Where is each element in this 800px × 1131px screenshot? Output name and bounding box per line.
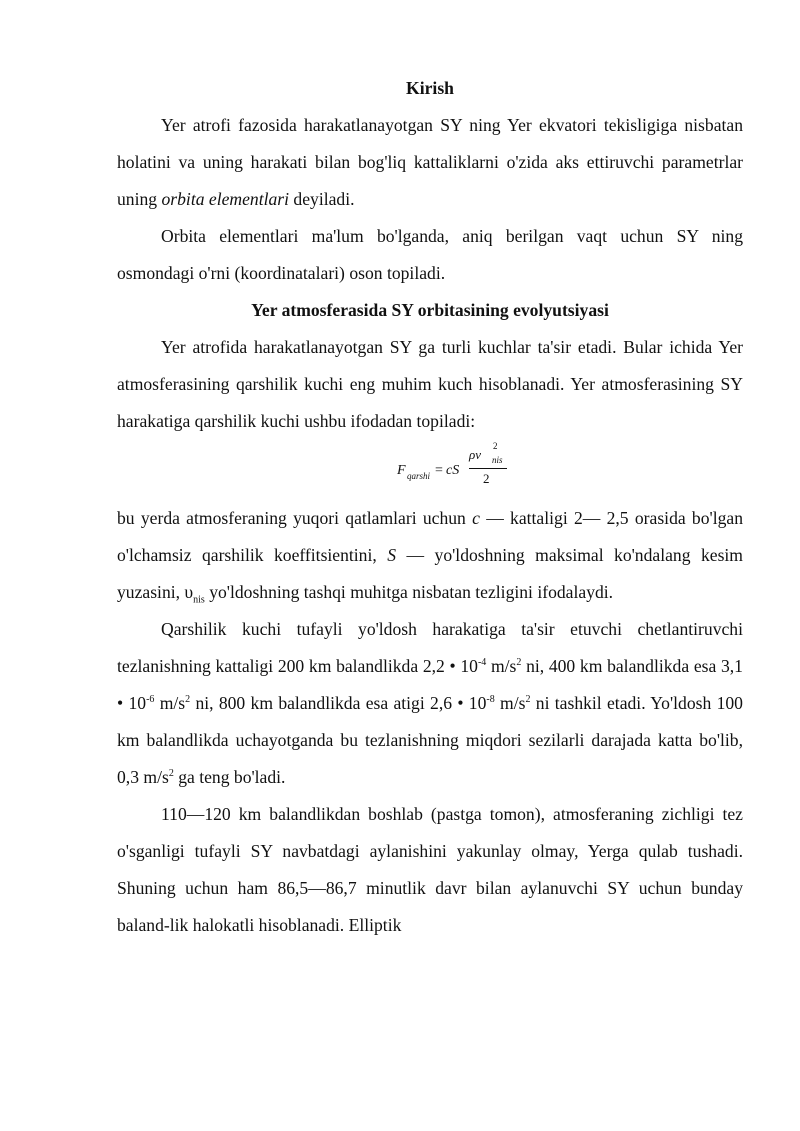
section-paragraph-4: 110—120 km balandlikdan boshlab (pastga tomon), atmosferaning zichligi tez o'sganligi tufayli SY navbatdagi aylanishini yakunlay olmay, Yerga qulab tushadi. Shuning uchun ham 86,5—86,7 minutlik davr bilan aylanuvchi SY uchun bunday baland-lik halokatli hisoblanadi. Elliptik bbox=[117, 804, 743, 935]
intro-paragraph-2: Orbita elementlari ma'lum bo'lganda, aniq berilgan vaqt uchun SY ning osmondagi o'rni (koordinatalari) oson topiladi. bbox=[117, 226, 743, 283]
section-title: Yer atmosferasida SY orbitasining evolyutsiyasi bbox=[251, 300, 609, 320]
exponent: 2 bbox=[525, 694, 531, 705]
formula-subscript: qarshi bbox=[407, 471, 431, 481]
section-paragraph-3 bbox=[117, 611, 743, 796]
exponent: 2 bbox=[516, 657, 522, 668]
text: bu yerda atmosferaning yuqori qatlamlari uchun bbox=[117, 508, 473, 528]
exponent: 2 bbox=[168, 768, 174, 779]
text: m/s bbox=[494, 693, 526, 713]
exponent: -8 bbox=[486, 694, 495, 705]
text: ni tashkil etadi. Yo'ldosh 100 km balandlikda uchayotganda bu tezlanishning miqdori sezilarli darajada katta bo'lib, 0,3 m/s bbox=[117, 693, 743, 787]
section-paragraph-2 bbox=[117, 500, 743, 611]
page-title: Kirish bbox=[406, 78, 454, 98]
drag-force-formula bbox=[117, 440, 743, 500]
text: ni, 800 km balandlikda esa atigi 2,6 • 10 bbox=[190, 693, 487, 713]
exponent: -6 bbox=[146, 694, 155, 705]
text: ga teng bo'ladi. bbox=[173, 767, 286, 787]
text: — yo'ldoshning maksimal ko'ndalang kesim yuzasini, υ bbox=[117, 545, 743, 602]
symbol-S: S bbox=[387, 545, 397, 565]
text: — kattaligi 2— 2,5 orasida bo'lgan o'lchamsiz qarshilik koeffitsientini, bbox=[117, 508, 743, 565]
section-paragraph-1: Yer atrofida harakatlanayotgan SY ga turli kuchlar ta'sir etadi. Bular ichida Yer atmosferasining qarshilik kuchi eng muhim kuch hisoblanadi. Yer atmosferasining SY harakatiga qarshilik kuchi ushbu ifodadan topiladi: bbox=[117, 337, 743, 431]
intro-text-end: deyiladi. bbox=[289, 189, 355, 209]
text: ni, 400 km balandlikda esa 3,1 • 10 bbox=[117, 656, 743, 713]
subscript-nis: nis bbox=[193, 594, 205, 606]
formula-F: F bbox=[397, 463, 406, 478]
text: yo'ldoshning tashqi muhitga nisbatan tezligini ifodalaydi. bbox=[204, 582, 614, 602]
formula-equals: = bbox=[435, 463, 443, 478]
symbol-c: c bbox=[472, 508, 480, 528]
intro-paragraph-1 bbox=[117, 107, 743, 218]
text: Qarshilik kuchi tufayli yo'ldosh harakatiga ta'sir etuvchi chetlantiruvchi tezlanishning kattaligi 200 km balandlikda 2,2 • 10 bbox=[117, 619, 743, 676]
formula-numerator: ρv bbox=[469, 447, 482, 462]
formula-nis: nis bbox=[492, 455, 503, 465]
document-page bbox=[117, 70, 743, 944]
exponent: -4 bbox=[477, 657, 487, 668]
intro-text: Yer atrofi fazosida harakatlanayotgan SY ning Yer ekvatori tekisligiga nisbatan holatini va uning harakati bilan bog'liq kattaliklarni o'zida aks ettiruvchi parametrlar uning bbox=[117, 115, 743, 209]
term-orbit-elements: orbita elementlari bbox=[161, 189, 290, 209]
formula-fraction-bar bbox=[469, 468, 507, 469]
formula-denominator: 2 bbox=[483, 471, 490, 486]
formula-exponent: 2 bbox=[493, 441, 498, 451]
text: m/s bbox=[154, 693, 186, 713]
exponent: 2 bbox=[185, 694, 191, 705]
formula-cS: cS bbox=[446, 463, 460, 478]
text: m/s bbox=[486, 656, 517, 676]
